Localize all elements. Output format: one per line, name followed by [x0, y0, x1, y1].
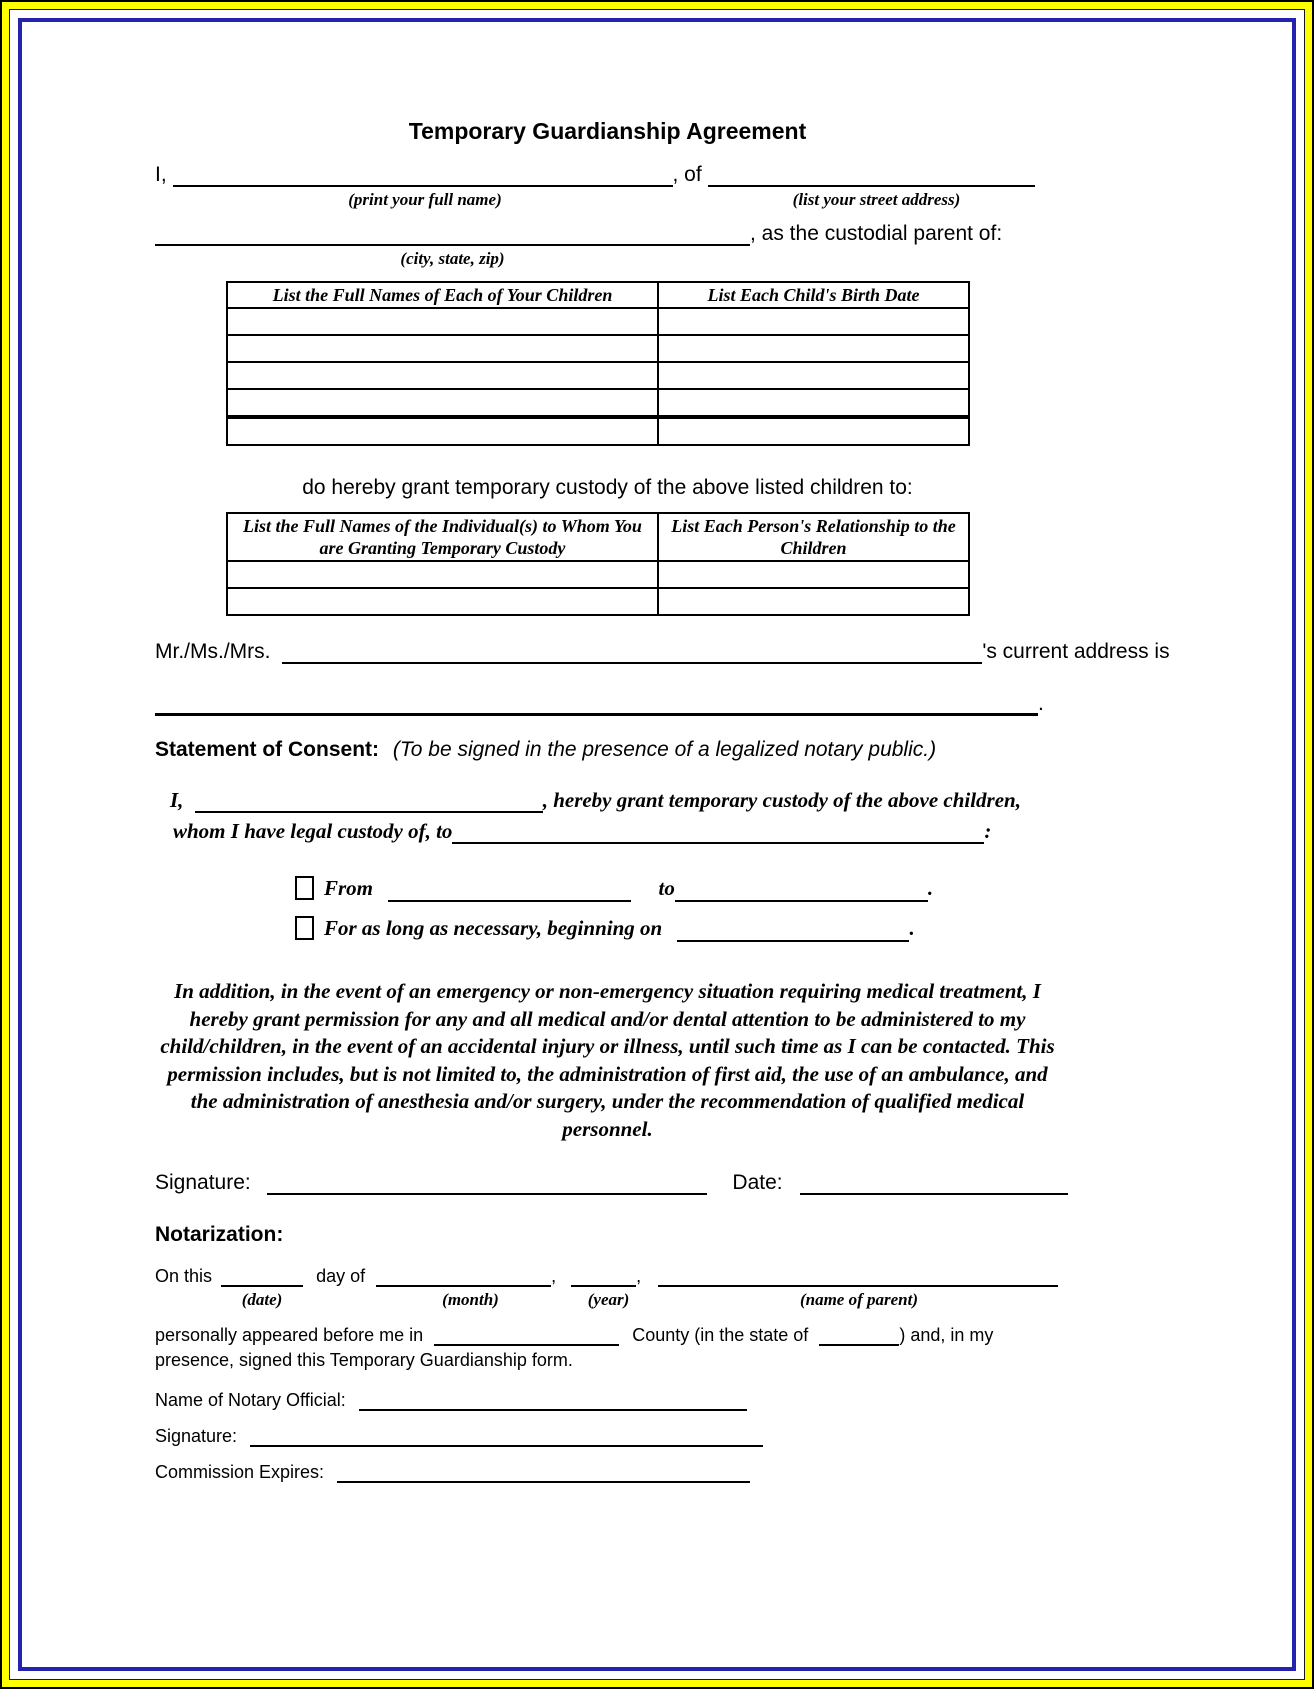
- notary-date-blank[interactable]: [221, 1265, 303, 1287]
- notary-signature-blank[interactable]: [250, 1425, 763, 1447]
- children-table-row: [227, 417, 969, 445]
- children-table: [226, 281, 970, 446]
- consent-parent-name-blank[interactable]: [195, 791, 543, 813]
- city-state-zip-blank[interactable]: [155, 224, 750, 246]
- children-table-row: [227, 389, 969, 417]
- child-name-cell[interactable]: [227, 362, 658, 389]
- from-label: From: [324, 876, 374, 900]
- thin-border-frame: [9, 9, 1305, 1680]
- children-table-header-row: [227, 282, 969, 308]
- notary-name-blank[interactable]: [359, 1389, 747, 1411]
- date-label: Date:: [732, 1171, 783, 1195]
- children-table-row: [227, 335, 969, 362]
- children-names-header: List the Full Names of Each of Your Children: [227, 282, 658, 308]
- from-checkbox[interactable]: [295, 876, 314, 900]
- state-blank[interactable]: [819, 1324, 899, 1346]
- consent-guardian-name-blank[interactable]: [452, 822, 984, 844]
- comma-2: ,: [636, 1266, 642, 1287]
- intro-i-label: I,: [155, 163, 167, 186]
- notary-name-label: Name of Notary Official:: [155, 1390, 346, 1411]
- child-name-cell[interactable]: [227, 389, 658, 417]
- comma-1: ,: [551, 1266, 557, 1287]
- current-address-label: 's current address is: [982, 640, 1170, 663]
- child-name-cell[interactable]: [227, 417, 658, 445]
- county-suffix-label: ) and, in my: [899, 1325, 994, 1346]
- street-address-hint: (list your street address): [792, 190, 961, 209]
- beginning-date-blank[interactable]: [677, 920, 909, 942]
- white-gap-frame: [10, 10, 1304, 1679]
- as-long-as-necessary-checkbox[interactable]: [295, 916, 314, 940]
- guardian-relationship-header: List Each Person's Relationship to the Children: [658, 513, 969, 561]
- parent-name-blank[interactable]: [658, 1265, 1058, 1287]
- child-birthdate-cell[interactable]: [658, 417, 969, 445]
- guardian-address-blank[interactable]: [155, 693, 1038, 716]
- consent-i-label: I,: [170, 788, 184, 812]
- blue-border-frame: [18, 18, 1296, 1671]
- consent-heading: Statement of Consent:: [155, 738, 380, 761]
- medical-consent-paragraph: In addition, in the event of an emergency or non-emergency situation requiring medical treatment, I hereby grant permission for any and all medical and/or dental attention to be administered to my child/children, in the event of an accidental injury or illness, until such time as I can be contacted. This permission includes, but is not limited to, the administration of first aid, the use of an ambulance, and the administration of anesthesia and/or surgery, under the recommendation of qualified medical personnel.: [160, 979, 1055, 1141]
- notarization-heading: Notarization:: [155, 1223, 284, 1247]
- as-long-as-necessary-label: For as long as necessary, beginning on: [324, 916, 663, 941]
- commission-expires-blank[interactable]: [337, 1461, 750, 1483]
- consent-custody-text: whom I have legal custody of, to: [173, 819, 453, 843]
- notary-year-blank[interactable]: [571, 1265, 636, 1287]
- child-birthdate-cell[interactable]: [658, 335, 969, 362]
- yellow-border-frame: [2, 2, 1312, 1687]
- presence-line: presence, signed this Temporary Guardianship form.: [155, 1350, 573, 1371]
- day-of-label: day of: [316, 1266, 366, 1287]
- signature-blank[interactable]: [267, 1173, 707, 1195]
- necessary-period: .: [909, 916, 915, 941]
- guardian-names-header: List the Full Names of the Individual(s) to Whom You are Granting Temporary Custody: [227, 513, 658, 561]
- signature-label: Signature:: [155, 1171, 251, 1195]
- intro-of-label: , of: [672, 163, 702, 186]
- county-blank[interactable]: [434, 1324, 619, 1346]
- guardian-relationship-cell[interactable]: [658, 561, 969, 588]
- address-period: .: [1038, 692, 1044, 715]
- custodial-parent-label: , as the custodial parent of:: [750, 222, 1003, 245]
- child-birthdate-cell[interactable]: [658, 308, 969, 335]
- notary-month-blank[interactable]: [376, 1265, 551, 1287]
- child-name-cell[interactable]: [227, 308, 658, 335]
- guardians-table-row: [227, 561, 969, 588]
- guardian-relationship-cell[interactable]: [658, 588, 969, 615]
- commission-expires-label: Commission Expires:: [155, 1462, 325, 1483]
- grant-custody-statement: do hereby grant temporary custody of the above listed children to:: [302, 476, 913, 499]
- from-period: .: [927, 876, 934, 900]
- appeared-label: personally appeared before me in: [155, 1325, 424, 1346]
- on-this-label: On this: [155, 1266, 213, 1287]
- consent-colon: :: [984, 819, 992, 843]
- honorific-label: Mr./Ms./Mrs.: [155, 640, 271, 663]
- date-hint: (date): [241, 1290, 283, 1310]
- guardian-name-cell[interactable]: [227, 588, 658, 615]
- notary-signature-label: Signature:: [155, 1426, 238, 1447]
- city-state-zip-hint: (city, state, zip): [400, 249, 505, 268]
- children-table-row: [227, 362, 969, 389]
- year-hint: (year): [587, 1290, 630, 1310]
- children-table-row: [227, 308, 969, 335]
- guardians-table: [226, 512, 970, 616]
- full-name-blank[interactable]: [173, 165, 673, 187]
- page-title: Temporary Guardianship Agreement: [408, 118, 807, 144]
- full-name-hint: (print your full name): [348, 190, 502, 209]
- guardian-name-cell[interactable]: [227, 561, 658, 588]
- to-label: to: [658, 876, 675, 900]
- parent-name-hint: (name of parent): [799, 1290, 919, 1310]
- child-birthdate-cell[interactable]: [658, 389, 969, 417]
- from-date-blank[interactable]: [388, 880, 631, 902]
- street-address-blank[interactable]: [708, 165, 1035, 187]
- children-birthdate-header: List Each Child's Birth Date: [658, 282, 969, 308]
- month-hint: (month): [442, 1290, 499, 1310]
- guardians-table-header-row: [227, 513, 969, 561]
- to-date-blank[interactable]: [675, 880, 928, 902]
- consent-heading-note: (To be signed in the presence of a legalized notary public.): [392, 738, 937, 761]
- guardians-table-row: [227, 588, 969, 615]
- county-label: County (in the state of: [632, 1325, 809, 1346]
- guardian-name-blank[interactable]: [282, 642, 982, 664]
- consent-grant-text: , hereby grant temporary custody of the above children,: [542, 788, 1021, 812]
- child-birthdate-cell[interactable]: [658, 362, 969, 389]
- child-name-cell[interactable]: [227, 335, 658, 362]
- date-blank[interactable]: [800, 1173, 1068, 1195]
